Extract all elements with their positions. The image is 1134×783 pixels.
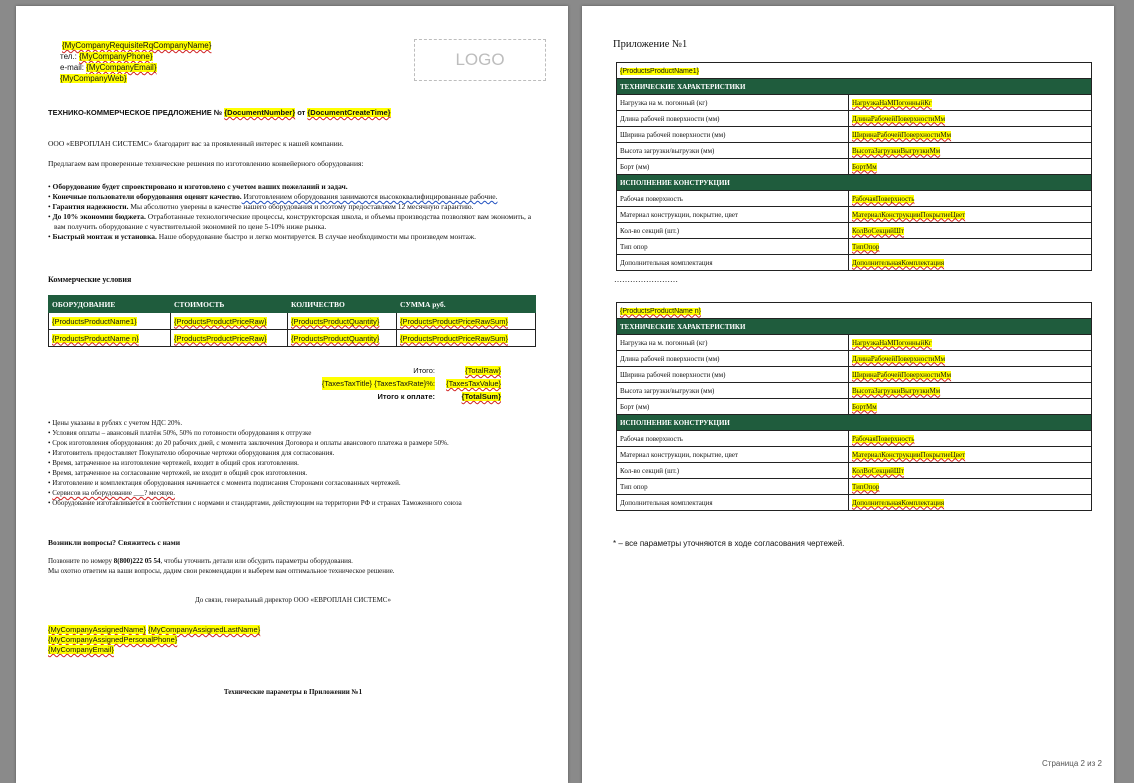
param-value-cell (849, 495, 1092, 511)
total-row (276, 364, 501, 377)
list-item: • Время, затраченное на изготовление чертежей, входит в общий срок изготовления. (48, 459, 299, 467)
list-item: • Изготовитель предоставляет Покупателю оборочные чертежи оборудования для согласования. (48, 449, 335, 457)
table-row (617, 367, 1092, 383)
table-row (617, 447, 1092, 463)
table-cell (288, 330, 397, 347)
assigned-name: {MyCompanyAssignedName} (48, 625, 146, 634)
param-value: ШиринаРабочейПоверхностиМм (852, 370, 952, 379)
assigned-last-name: {MyCompanyAssignedLastName} (148, 625, 261, 634)
list-item: • Оборудование будет спроектировано и изготовлено с учетом ваших пожеланий и задач. (48, 182, 348, 191)
param-value-cell (849, 255, 1092, 271)
company-name: {MyCompanyRequisiteRqCompanyName} (62, 41, 212, 50)
tax-label: {TaxesTaxTitle} {TaxesTaxRate}%: (321, 379, 435, 388)
param-value: ВысотаЗагрузкиВыгрузкиМм (852, 386, 941, 395)
section-row (617, 415, 1092, 431)
section-title: ТЕХНИЧЕСКИЕ ХАРАКТЕРИСТИКИ (617, 79, 1092, 95)
email-label: e-mail: (60, 63, 85, 72)
param-value: РабочаяПоверхность (852, 434, 915, 443)
table-row (617, 399, 1092, 415)
param-value: БортМм (852, 162, 877, 171)
param-value-cell (849, 223, 1092, 239)
param-label: Материал конструкции, покрытие, цвет (617, 207, 849, 223)
products-table (48, 295, 536, 347)
column-header: ОБОРУДОВАНИЕ (49, 296, 171, 313)
param-value: КолВоСекцийШт (852, 466, 905, 475)
section-row (617, 79, 1092, 95)
param-label: Нагрузка на м. погонный (кг) (617, 335, 849, 351)
document-page-1 (16, 6, 568, 783)
table-row (617, 463, 1092, 479)
title-prefix: ТЕХНИКО-КОММЕРЧЕСКОЕ ПРЕДЛОЖЕНИЕ № (48, 108, 223, 117)
questions-pre: Позвоните по номеру (48, 557, 113, 565)
table-row (617, 383, 1092, 399)
param-value: НагрузкаНаМПогонныйКг (852, 338, 932, 347)
total-value: {TotalRaw} (465, 366, 501, 375)
table-cell (49, 313, 171, 330)
questions-text (48, 556, 538, 576)
section-row (617, 175, 1092, 191)
param-value-cell (849, 127, 1092, 143)
column-header: СУММА руб. (397, 296, 536, 313)
param-value: ТипОпор (852, 242, 880, 251)
param-label: Кол-во секций (шт.) (617, 223, 849, 239)
param-value-cell (849, 447, 1092, 463)
param-value-cell (849, 399, 1092, 415)
param-label: Длина рабочей поверхности (мм) (617, 351, 849, 367)
cell-text: {ProductsProductQuantity} (291, 316, 380, 326)
note-text: Оборудование изготавливается в соответствии с нормами и стандартами, действующим на территории РФ и странах Таможенного союза (52, 499, 462, 507)
param-label: Кол-во секций (шт.) (617, 463, 849, 479)
param-value-cell (849, 143, 1092, 159)
cell-text: {ProductsProductName1} (52, 316, 137, 326)
param-label: Высота загрузки/выгрузки (мм) (617, 383, 849, 399)
signature-block (48, 625, 260, 655)
param-value-cell (849, 335, 1092, 351)
param-value-cell (849, 95, 1092, 111)
table-cell (171, 313, 288, 330)
cell-text: {ProductsProductPriceRaw} (174, 333, 267, 343)
company-phone: {MyCompanyPhone} (79, 52, 153, 61)
list-item: • Условия оплаты – авансовый платёж 50%, 50% по готовности оборудования к отгрузке (48, 429, 312, 437)
param-label: Борт (мм) (617, 159, 849, 175)
list-item: • Цены указаны в рублях с учетом НДС 20%. (48, 419, 183, 427)
cell-text: {ProductsProductPriceRaw} (174, 316, 267, 326)
param-value-cell (849, 239, 1092, 255)
bullet-bold: Конечные пользователи оборудования оценят качество. (52, 192, 242, 201)
param-value: ДополнительнаяКомплектация (852, 498, 945, 507)
table-header-row (49, 296, 536, 313)
note-text: Время, затраченное на согласование чертежей, не входит в общий срок изготовления. (52, 469, 308, 477)
param-value-cell (849, 383, 1092, 399)
table-row (617, 143, 1092, 159)
note-text: Условия оплаты – авансовый платёж 50%, 50% по готовности оборудования к отгрузке (52, 429, 312, 437)
list-item: • До 10% экономии бюджета. Отработанные технологические процессы, конструкторская школа, и объемы производства позволяют вам экономить, а вам получить оборудование с чувствительной экономией по цене 5-10% ниже рынка. (48, 212, 532, 231)
phone-label: тел.: (60, 52, 77, 61)
column-header: СТОИМОСТЬ (171, 296, 288, 313)
table-row (617, 127, 1092, 143)
table-row (617, 431, 1092, 447)
company-email: {MyCompanyEmail} (86, 63, 157, 72)
title-from: от (297, 108, 306, 117)
param-value-cell (849, 207, 1092, 223)
note-text: Время, затраченное на изготовление чертежей, входит в общий срок изготовления. (52, 459, 299, 467)
footnote: * – все параметры уточняются в ходе согласования чертежей. (613, 539, 845, 548)
note-text: Изготовление и комплектация оборудования начинается с момента подписания Сторонами согласованных чертежей. (52, 479, 401, 487)
table-row (49, 330, 536, 347)
assigned-email: {MyCompanyEmail} (48, 645, 114, 654)
param-value-cell (849, 463, 1092, 479)
section-title: ИСПОЛНЕНИЕ КОНСТРУКЦИИ (617, 415, 1092, 431)
table-row (617, 351, 1092, 367)
param-label: Ширина рабочей поверхности (мм) (617, 127, 849, 143)
param-value-cell (849, 351, 1092, 367)
table-row (617, 191, 1092, 207)
table-row (617, 303, 1092, 319)
param-value-cell (849, 159, 1092, 175)
param-value: КолВоСекцийШт (852, 226, 905, 235)
param-value: МатериалКонструкцииПокрытиеЦвет (852, 450, 966, 459)
benefits-list (48, 182, 538, 242)
table-cell (397, 313, 536, 330)
list-item: • Гарантия надежности. Мы абсолютно уверены в качестве нашего оборудования и поэтому предоставляем 12 месячную гарантию. (48, 202, 474, 211)
param-value: ДлинаРабочейПоверхностиМм (852, 114, 946, 123)
pay-value: {TotalSum} (461, 392, 501, 401)
note-text: Цены указаны в рублях с учетом НДС 20%. (52, 419, 183, 427)
section-title: ТЕХНИЧЕСКИЕ ХАРАКТЕРИСТИКИ (617, 319, 1092, 335)
contact-phone: 8(800)222 05 54 (113, 557, 161, 565)
list-item: • Сервисов на оборудование ___? месяцев. (48, 489, 175, 497)
product-name-cell (617, 303, 1092, 319)
param-value-cell (849, 367, 1092, 383)
param-label: Тип опор (617, 239, 849, 255)
intro (48, 139, 538, 169)
spec-table (616, 62, 1092, 271)
company-web: {MyCompanyWeb} (60, 74, 127, 83)
param-label: Тип опор (617, 479, 849, 495)
table-row (617, 207, 1092, 223)
appendix-title: Приложение №1 (613, 39, 688, 50)
table-row (49, 313, 536, 330)
param-label: Дополнительная комплектация (617, 255, 849, 271)
logo-placeholder: LOGO (414, 39, 546, 81)
table-row (617, 111, 1092, 127)
param-label: Дополнительная комплектация (617, 495, 849, 511)
separator: …………………… (614, 275, 678, 284)
total-label: Итого: (413, 366, 435, 375)
param-value: ШиринаРабочейПоверхностиМм (852, 130, 952, 139)
bullet-bold: Оборудование будет спроектировано и изготовлено с учетом ваших пожеланий и задач. (52, 182, 348, 191)
param-label: Высота загрузки/выгрузки (мм) (617, 143, 849, 159)
table-row (617, 159, 1092, 175)
table-row (617, 495, 1092, 511)
table-cell (397, 330, 536, 347)
cell-text: {ProductsProductQuantity} (291, 333, 380, 343)
commercial-heading: Коммерческие условия (48, 275, 132, 284)
param-value-cell (849, 431, 1092, 447)
note-text: Сервисов на оборудование ___? месяцев. (52, 489, 175, 497)
cell-text: {ProductsProductName n} (52, 333, 139, 343)
table-cell (171, 330, 288, 347)
document-date: {DocumentCreateTime} (307, 108, 391, 117)
section-title: ИСПОЛНЕНИЕ КОНСТРУКЦИИ (617, 175, 1092, 191)
table-row (617, 223, 1092, 239)
table-row (617, 63, 1092, 79)
tax-row (276, 377, 501, 390)
terms-list (48, 418, 538, 508)
param-label: Рабочая поверхность (617, 191, 849, 207)
table-row (617, 95, 1092, 111)
assigned-phone: {MyCompanyAssignedPersonalPhone} (48, 635, 178, 644)
bullet-text: Наше оборудование быстро и легко монтируется. В случае необходимости мы произведем монтаж. (156, 232, 477, 241)
bullet-text: Отработанные технологические процессы, конструкторская школа, и объемы производства позволяют вам экономить, а вам получить оборудование с чувствительной экономией по цене 5-10% ниже рынка. (54, 212, 532, 231)
questions-heading: Возникли вопросы? Свяжитесь с нами (48, 538, 181, 547)
product-name-cell (617, 63, 1092, 79)
list-item: • Время, затраченное на согласование чертежей, не входит в общий срок изготовления. (48, 469, 308, 477)
spec-table (616, 302, 1092, 511)
param-label: Длина рабочей поверхности (мм) (617, 111, 849, 127)
note-text: Изготовитель предоставляет Покупателю оборочные чертежи оборудования для согласования. (52, 449, 335, 457)
questions-post: , чтобы уточнить детали или обсудить параметры оборудования. (160, 557, 353, 565)
note-text: Срок изготовления оборудования: до 20 рабочих дней, с момента заключения Договора и оплаты авансового платежа в размере 50%. (52, 439, 449, 447)
param-value: ДлинаРабочейПоверхностиМм (852, 354, 946, 363)
param-value-cell (849, 111, 1092, 127)
param-value: БортМм (852, 402, 877, 411)
table-cell (288, 313, 397, 330)
document-page-2 (582, 6, 1114, 783)
table-row (617, 335, 1092, 351)
param-value: ВысотаЗагрузкиВыгрузкиМм (852, 146, 941, 155)
bullet-bold: До 10% экономии бюджета. (52, 212, 146, 221)
table-row (617, 479, 1092, 495)
totals-block (276, 364, 501, 403)
pay-label: Итого к оплате: (377, 392, 435, 401)
param-value: МатериалКонструкцииПокрытиеЦвет (852, 210, 966, 219)
pay-row (276, 390, 501, 403)
list-item: • Оборудование изготавливается в соответствии с нормами и стандартами, действующим на территории РФ и странах Таможенного союза (48, 499, 462, 507)
intro-offer: Предлагаем вам проверенные технические решения по изготовлению конвейерного оборудования: (48, 159, 364, 168)
product-name: {ProductsProductName1} (620, 67, 699, 75)
list-item: • Конечные пользователи оборудования оценят качество. Изготовлением оборудования занимаются высококвалифицированные рабочие. (48, 192, 498, 201)
param-value: НагрузкаНаМПогонныйКг (852, 98, 932, 107)
param-value-cell (849, 479, 1092, 495)
table-cell (49, 330, 171, 347)
bullet-text: Изготовлением оборудования занимаются высококвалифицированные рабочие. (241, 192, 498, 201)
product-name: {ProductsProductName n} (620, 307, 701, 315)
questions-line2: Мы охотно ответим на ваши вопросы, дадим свои рекомендации и выберем вам оптимальное техническое решение. (48, 567, 395, 575)
page-number: Страница 2 из 2 (1042, 759, 1102, 768)
param-label: Ширина рабочей поверхности (мм) (617, 367, 849, 383)
intro-thanks: ООО «ЕВРОПЛАН СИСТЕМС» благодарит вас за проявленный интерес к нашей компании. (48, 139, 344, 148)
bullet-bold: Гарантия надежности. (52, 202, 129, 211)
param-label: Рабочая поверхность (617, 431, 849, 447)
param-value: ТипОпор (852, 482, 880, 491)
bullet-bold: Быстрый монтаж и установка. (52, 232, 157, 241)
cell-text: {ProductsProductPriceRawSum} (400, 316, 508, 326)
param-value-cell (849, 191, 1092, 207)
list-item: • Изготовление и комплектация оборудования начинается с момента подписания Сторонами согласованных чертежей. (48, 479, 401, 487)
section-row (617, 319, 1092, 335)
param-value: РабочаяПоверхность (852, 194, 915, 203)
param-label: Нагрузка на м. погонный (кг) (617, 95, 849, 111)
bullet-text: Мы абсолютно уверены в качестве нашего оборудования и поэтому предоставляем 12 месячную гарантию. (128, 202, 474, 211)
company-header (60, 40, 211, 84)
param-label: Материал конструкции, покрытие, цвет (617, 447, 849, 463)
list-item: • Быстрый монтаж и установка. Наше оборудование быстро и легко монтируется. В случае необходимости мы произведем монтаж. (48, 232, 477, 241)
param-value: ДополнительнаяКомплектация (852, 258, 945, 267)
table-row (617, 255, 1092, 271)
param-label: Борт (мм) (617, 399, 849, 415)
tax-value: {TaxesTaxValue} (446, 379, 501, 388)
list-item: • Срок изготовления оборудования: до 20 рабочих дней, с момента заключения Договора и оплаты авансового платежа в размере 50%. (48, 439, 449, 447)
column-header: КОЛИЧЕСТВО (288, 296, 397, 313)
cell-text: {ProductsProductPriceRawSum} (400, 333, 508, 343)
regards-line: До связи, генеральный директор ООО «ЕВРОПЛАН СИСТЕМС» (195, 596, 391, 604)
appendix-note: Технические параметры в Приложении №1 (223, 688, 363, 696)
document-number: {DocumentNumber} (224, 108, 296, 117)
table-row (617, 239, 1092, 255)
proposal-title (48, 108, 391, 117)
